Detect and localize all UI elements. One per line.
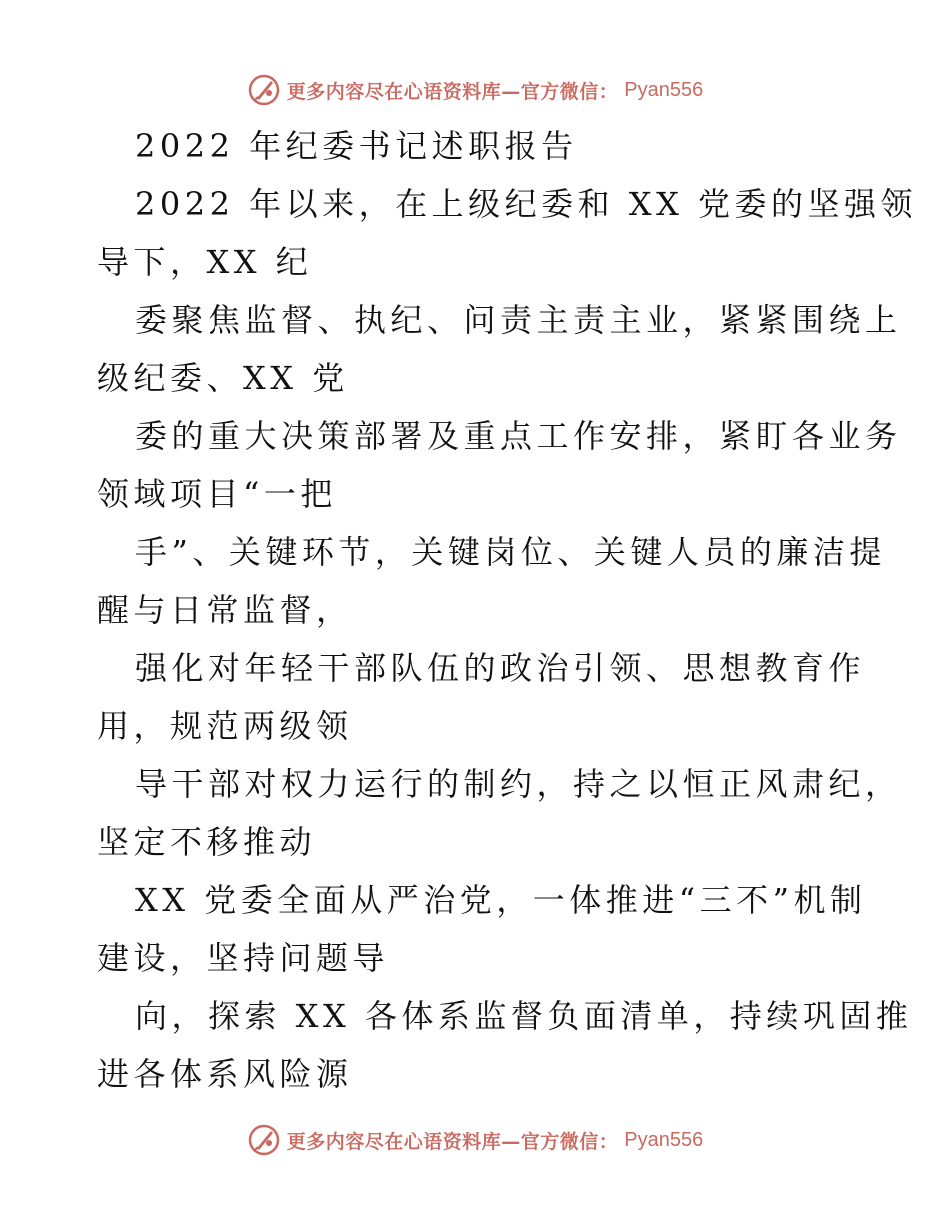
wechat-id: Pyan556 — [624, 1128, 704, 1151]
text-line: 强化对年轻干部队伍的政治引领、思想教育作 — [135, 649, 866, 687]
text-line: 导干部对权力运行的制约，持之以恒正风肃纪， — [135, 765, 902, 803]
text-line: 委聚焦监督、执纪、问责主责主业，紧紧围绕上 — [135, 301, 902, 339]
quill-pen-logo-icon — [247, 1123, 281, 1157]
footer-banner — [0, 1120, 950, 1160]
document-body — [97, 117, 918, 1103]
text-line: XX 党委全面从严治党，一体推进“三不”机制 — [135, 881, 867, 919]
text-line: 手”、关键环节，关键岗位、关键人员的廉洁提 — [135, 533, 886, 571]
text-line: 导下，XX 纪 — [97, 243, 313, 281]
quill-pen-logo-icon — [247, 73, 281, 107]
text-line: 坚定不移推动 — [97, 823, 317, 861]
text-line: 2022 年以来，在上级纪委和 XX 党委的坚强领 — [135, 185, 918, 223]
text-line: 进各体系风险源 — [97, 1055, 353, 1093]
header-banner — [0, 70, 950, 110]
text-line: 用，规范两级领 — [97, 707, 353, 745]
text-line: 级纪委、XX 党 — [97, 359, 349, 397]
document-title: 2022 年纪委书记述职报告 — [135, 127, 578, 165]
text-line: 向，探索 XX 各体系监督负面清单，持续巩固推 — [135, 997, 913, 1035]
text-line: 委的重大决策部署及重点工作安排，紧盯各业务 — [135, 417, 902, 455]
banner-text: 更多内容尽在心语资料库—官方微信： — [286, 80, 619, 103]
text-line: 领域项目“一把 — [97, 475, 337, 513]
text-line: 醒与日常监督， — [97, 591, 353, 629]
text-line: 建设，坚持问题导 — [97, 939, 390, 977]
wechat-id: Pyan556 — [624, 78, 704, 101]
banner-text: 更多内容尽在心语资料库—官方微信： — [286, 1130, 619, 1153]
